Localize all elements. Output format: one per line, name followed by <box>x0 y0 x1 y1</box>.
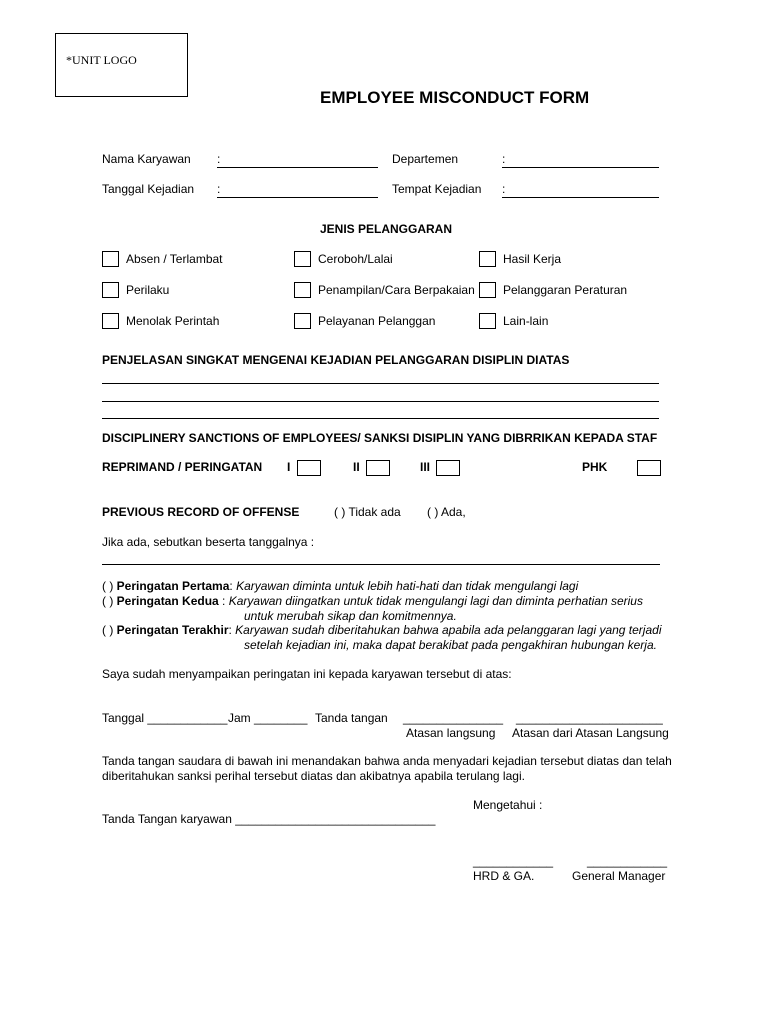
option-ada[interactable]: ( ) Ada, <box>427 505 466 519</box>
gm-signature-line[interactable]: ____________ <box>587 854 668 868</box>
penjelasan-heading: PENJELASAN SINGKAT MENGENAI KEJADIAN PELANGGARAN DISIPLIN DIATAS <box>102 353 570 367</box>
peringatan-pertama-row[interactable] <box>102 579 578 593</box>
label-penampilan: Penampilan/Cara Berpakaian <box>318 283 475 297</box>
jenis-pelanggaran-heading: JENIS PELANGGARAN <box>320 222 453 236</box>
unit-logo-text: *UNIT LOGO <box>66 53 137 67</box>
level-3-label: III <box>420 460 431 474</box>
peringatan-kedua-sep: : <box>218 594 229 608</box>
checkbox-peringatan-1[interactable] <box>297 460 321 476</box>
label-lain-lain: Lain-lain <box>503 314 549 328</box>
penjelasan-line-2[interactable] <box>102 401 659 402</box>
peringatan-kedua-text-2: untuk merubah sikap dan komitmennya. <box>244 609 457 623</box>
tanda-tangan-karyawan-field[interactable]: Tanda Tangan karyawan ______________________________ <box>102 812 436 826</box>
label-perilaku: Perilaku <box>126 283 170 297</box>
tanggal-kejadian-label: Tanggal Kejadian <box>102 182 195 196</box>
peringatan-kedua-text: Karyawan diingatkan untuk tidak mengulangi lagi dan diminta perhatian serius <box>228 594 643 608</box>
peringatan-pertama-text: Karyawan diminta untuk lebih hati-hati dan tidak mengulangi lagi <box>236 579 579 593</box>
jika-ada-label: Jika ada, sebutkan beserta tanggalnya : <box>102 535 315 549</box>
checkbox-phk[interactable] <box>637 460 661 476</box>
nama-karyawan-field[interactable] <box>217 167 378 168</box>
unit-logo-placeholder <box>55 33 188 97</box>
label-pelayanan-pelanggan: Pelayanan Pelanggan <box>318 314 436 328</box>
peringatan-kedua-row[interactable] <box>102 594 643 608</box>
peringatan-terakhir-text-2: setelah kejadian ini, maka dapat berakibat pada pengakhiran hubungan kerja. <box>244 638 657 652</box>
phk-label: PHK <box>582 460 608 474</box>
previous-record-label: PREVIOUS RECORD OF OFFENSE <box>102 505 300 519</box>
tanggal-kejadian-colon: : <box>217 182 221 196</box>
peringatan-kedua-label: Peringatan Kedua <box>116 594 219 608</box>
form-title: EMPLOYEE MISCONDUCT FORM <box>320 88 590 107</box>
checkbox-pelanggaran-peraturan[interactable] <box>479 282 496 298</box>
acknowledge-line-1: Tanda tangan saudara di bawah ini menandakan bahwa anda menyadari kejadian tersebut diatas dan telah <box>102 754 672 768</box>
nama-karyawan-label: Nama Karyawan <box>102 152 191 166</box>
atasan-langsung-label: Atasan langsung <box>406 726 496 740</box>
penjelasan-line-1[interactable] <box>102 383 659 384</box>
departemen-label: Departemen <box>392 152 459 166</box>
checkbox-pelayanan-pelanggan[interactable] <box>294 313 311 329</box>
departemen-colon: : <box>502 152 506 166</box>
reprimand-label: REPRIMAND / PERINGATAN <box>102 460 263 474</box>
statement-text: Saya sudah menyampaikan peringatan ini kepada karyawan tersebut di atas: <box>102 667 512 681</box>
penjelasan-line-3[interactable] <box>102 418 659 419</box>
general-manager-label: General Manager <box>572 869 666 883</box>
tanggal-field[interactable]: Tanggal ____________ <box>102 711 228 725</box>
sanctions-heading: DISCIPLINERY SANCTIONS OF EMPLOYEES/ SANKSI DISIPLIN YANG DIBRRIKAN KEPADA STAF <box>102 431 658 445</box>
atasan-dari-signature-line[interactable]: ______________________ <box>516 711 663 725</box>
checkbox-perilaku[interactable] <box>102 282 119 298</box>
option-tidak-ada[interactable]: ( ) Tidak ada <box>334 505 401 519</box>
checkbox-peringatan-3[interactable] <box>436 460 460 476</box>
peringatan-terakhir-sep: : <box>228 623 236 637</box>
peringatan-terakhir-prefix: ( ) <box>102 623 117 637</box>
jika-ada-line[interactable] <box>102 564 660 565</box>
hrd-label: HRD & GA. <box>473 869 535 883</box>
checkbox-absen-terlambat[interactable] <box>102 251 119 267</box>
peringatan-terakhir-row[interactable] <box>102 623 661 637</box>
level-2-label: II <box>353 460 360 474</box>
checkbox-hasil-kerja[interactable] <box>479 251 496 267</box>
peringatan-pertama-prefix: ( ) <box>102 579 117 593</box>
checkbox-peringatan-2[interactable] <box>366 460 390 476</box>
label-ceroboh-lalai: Ceroboh/Lalai <box>318 252 393 266</box>
mengetahui-label: Mengetahui : <box>473 798 543 812</box>
jam-field[interactable]: Jam ________ <box>228 711 308 725</box>
level-1-label: I <box>287 460 291 474</box>
tanda-tangan-label: Tanda tangan <box>315 711 388 725</box>
tempat-kejadian-field[interactable] <box>502 197 659 198</box>
tempat-kejadian-colon: : <box>502 182 506 196</box>
label-absen-terlambat: Absen / Terlambat <box>126 252 223 266</box>
tanggal-kejadian-field[interactable] <box>217 197 378 198</box>
atasan-langsung-signature-line[interactable]: _______________ <box>403 711 504 725</box>
peringatan-terakhir-label: Peringatan Terakhir <box>116 623 229 637</box>
label-pelanggaran-peraturan: Pelanggaran Peraturan <box>503 283 628 297</box>
peringatan-pertama-label: Peringatan Pertama <box>116 579 230 593</box>
checkbox-lain-lain[interactable] <box>479 313 496 329</box>
atasan-dari-atasan-label: Atasan dari Atasan Langsung <box>512 726 669 740</box>
peringatan-terakhir-text: Karyawan sudah diberitahukan bahwa apabila ada pelanggaran lagi yang terjadi <box>235 623 662 637</box>
checkbox-menolak-perintah[interactable] <box>102 313 119 329</box>
label-menolak-perintah: Menolak Perintah <box>126 314 220 328</box>
checkbox-ceroboh-lalai[interactable] <box>294 251 311 267</box>
tempat-kejadian-label: Tempat Kejadian <box>392 182 482 196</box>
checkbox-penampilan[interactable] <box>294 282 311 298</box>
departemen-field[interactable] <box>502 167 659 168</box>
hrd-signature-line[interactable]: ____________ <box>473 854 554 868</box>
nama-karyawan-colon: : <box>217 152 221 166</box>
peringatan-kedua-prefix: ( ) <box>102 594 117 608</box>
peringatan-pertama-sep: : <box>229 579 237 593</box>
label-hasil-kerja: Hasil Kerja <box>503 252 562 266</box>
acknowledge-line-2: diberitahukan sanksi perihal tersebut diatas dan akibatnya apabila terulang lagi. <box>102 769 525 783</box>
